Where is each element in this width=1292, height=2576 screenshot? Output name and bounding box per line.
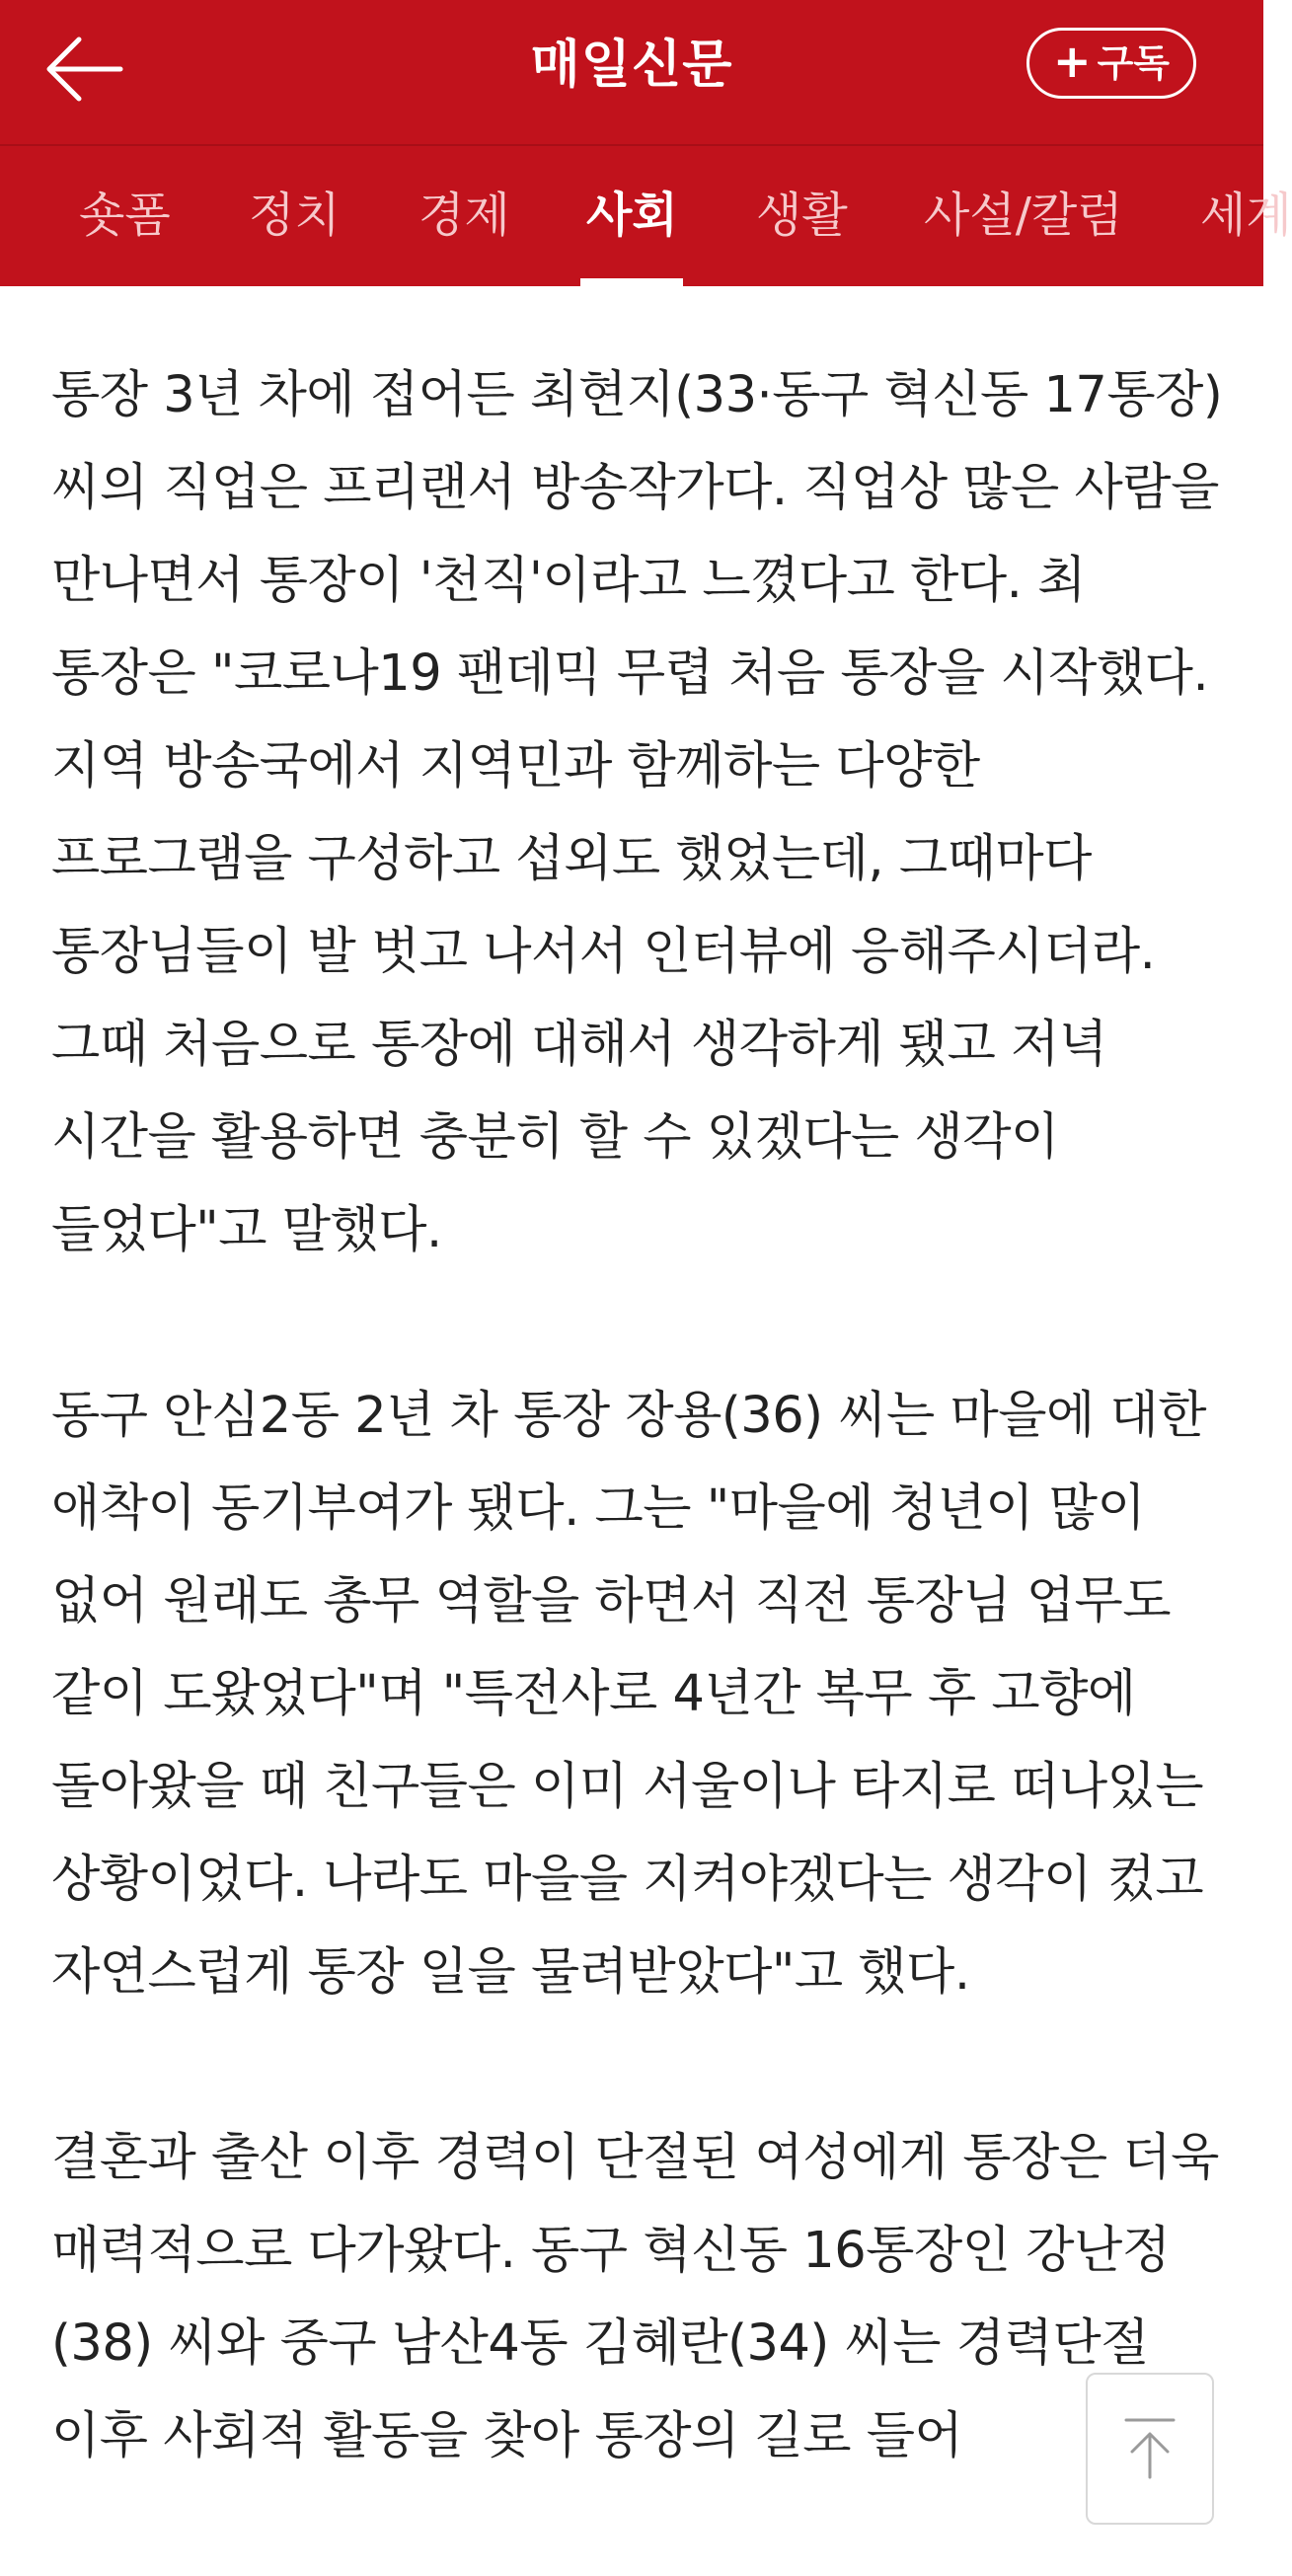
article-body	[51, 349, 1226, 2576]
subscribe-label: 구독	[1097, 41, 1170, 85]
plus-icon: +	[1053, 35, 1092, 88]
active-tab-indicator	[580, 278, 683, 286]
newspaper-title[interactable]: 매일신문	[530, 36, 733, 95]
tab-world[interactable]: 세계	[1200, 188, 1292, 243]
app-header	[0, 0, 1263, 144]
tab-life[interactable]: 생활	[756, 188, 848, 243]
article-paragraph: 통장 3년 차에 접어든 최현지(33·동구 혁신동 17통장) 씨의 직업은 프리랜서 방송작가다. 직업상 많은 사람을 만나면서 통장이 '천직'이라고 느꼈다고 한다. 최 통장은 "코로나19 팬데믹 무렵 처음 통장을 시작했다. 지역 방송국에서 지역민과 함께하는 다양한 프로그램을 구성하고 섭외도 했었는데, 그때마다 통장님들이 발 벗고 나서서 인터뷰에 응해주시더라. 그때 처음으로 통장에 대해서 생각하게 됐고 저녁 시간을 활용하면 충분히 할 수 있겠다는 생각이 들었다"고 말했다.	[51, 366, 1223, 1259]
scroll-to-top-button[interactable]	[1086, 2373, 1214, 2525]
arrow-up-to-top-icon	[1120, 2414, 1179, 2483]
tab-editorial-column[interactable]: 사설/칼럼	[924, 188, 1123, 243]
tab-politics[interactable]: 정치	[249, 188, 341, 243]
tab-shortform[interactable]: 숏폼	[79, 188, 171, 243]
tab-society[interactable]: 사회	[586, 188, 678, 243]
subscribe-button[interactable]	[1026, 28, 1196, 99]
category-tabs	[0, 146, 1292, 286]
article-paragraph: 결혼과 출산 이후 경력이 단절된 여성에게 통장은 더욱 매력적으로 다가왔다. 동구 혁신동 16통장인 강난정(38) 씨와 중구 남산4동 김혜란(34) 씨는 경력단절 이후 사회적 활동을 찾아 통장의 길로 들어	[51, 2129, 1219, 2465]
tab-economy[interactable]: 경제	[418, 188, 510, 243]
article-paragraph: 동구 안심2동 2년 차 통장 장용(36) 씨는 마을에 대한 애착이 동기부여가 됐다. 그는 "마을에 청년이 많이 없어 원래도 총무 역할을 하면서 직전 통장님 업무도 같이 도왔었다"며 "특전사로 4년간 복무 후 고향에 돌아왔을 때 친구들은 이미 서울이나 타지로 떠나있는 상황이었다. 나라도 마을을 지켜야겠다는 생각이 컸고 자연스럽게 통장 일을 물려받았다"고 했다.	[51, 1387, 1207, 2002]
